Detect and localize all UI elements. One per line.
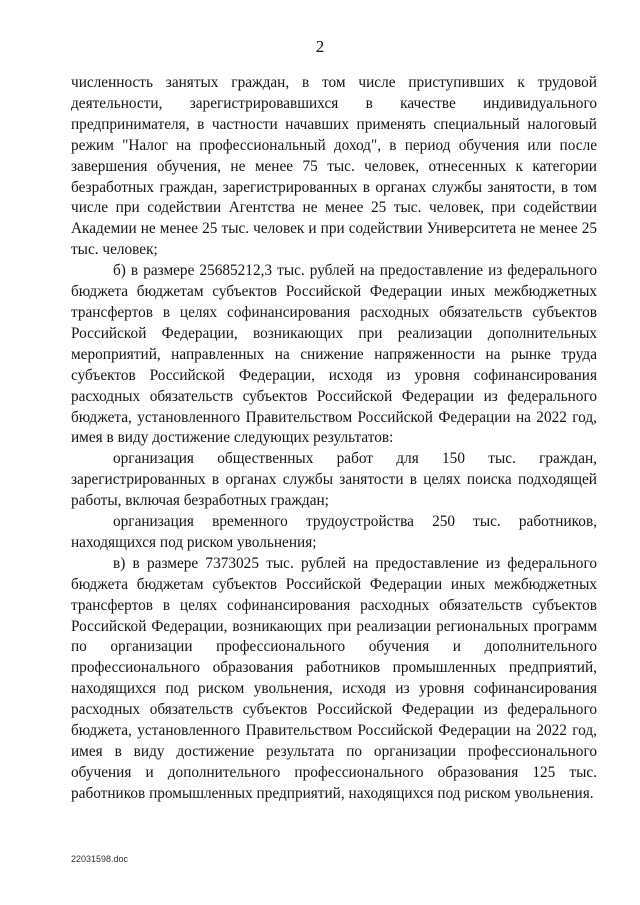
paragraph-item-b-result-1: организация общественных работ для 150 тыс. граждан, зарегистрированных в органах службы занятости в целях поиска подходящей работы, включая безработных граждан; [71, 450, 597, 510]
paragraph-item-b: б) в размере 25685212,3 тыс. рублей на предоставление из федерального бюджета бюджетам субъектов Российской Федерации иных межбюджетных трансфертов в целях софинансирования расходных обязательств субъектов Российской Федерации, возникающих при реализации дополнительных мероприятий, направленных на снижение напряженности на рынке труда субъектов Российской Федерации, исходя из уровня софинансирования расходных обязательств субъектов Российской Федерации из федерального бюджета, установленного Правительством Российской Федерации на 2022 год, имея в виду достижение следующих результатов: [71, 262, 597, 447]
footer-filename: 22031598.doc [71, 854, 129, 864]
page-number: 2 [315, 37, 325, 56]
paragraph-item-b-result-2: организация временного трудоустройства 250 тыс. работников, находящихся под риском увольнения; [71, 513, 597, 551]
paragraph-continuation: численность занятых граждан, в том числе приступивших к трудовой деятельности, зарегистрировавшихся в качестве индивидуального предпринимателя, в частности начавших применять специальный налоговый режим "Налог на профессиональный доход", в период обучения или после завершения обучения, не менее 75 тыс. человек, отнесенных к категории безработных граждан, зарегистрированных в органах службы занятости, в том числе при содействии Агентства не менее 25 тыс. человек, при содействии Академии не менее 25 тыс. человек и при содействии Университета не менее 25 тыс. человек; [71, 74, 597, 259]
paragraph-item-v: в) в размере 7373025 тыс. рублей на предоставление из федерального бюджета бюджетам субъектов Российской Федерации иных межбюджетных трансфертов в целях софинансирования расходных обязательств субъектов Российской Федерации, возникающих при реализации региональных программ по организации профессионального обучения и дополнительного профессионального образования работников промышленных предприятий, находящихся под риском увольнения, исходя из уровня софинансирования расходных обязательств субъектов Российской Федерации из федерального бюджета, установленного Правительством Российской Федерации на 2022 год, имея в виду достижение результата по организации профессионального обучения и дополнительного профессионального образования 125 тыс. работников промышленных предприятий, находящихся под риском увольнения. [71, 554, 597, 802]
document-body [71, 73, 597, 805]
